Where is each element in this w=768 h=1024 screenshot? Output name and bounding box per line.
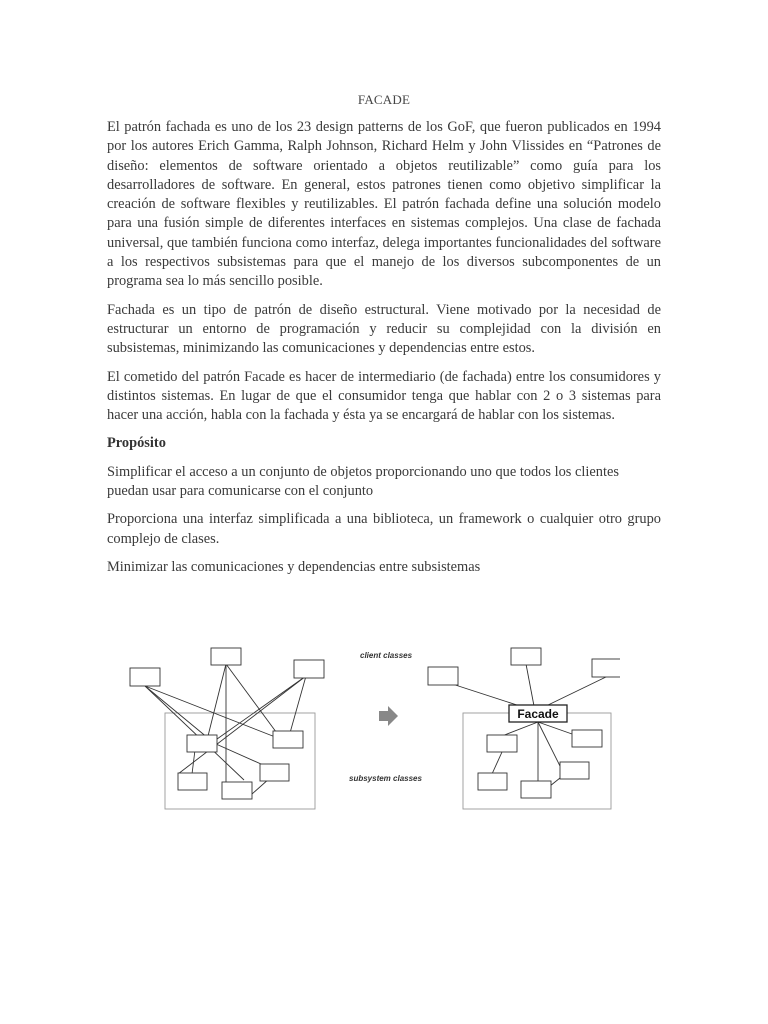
client-class-box <box>428 667 458 685</box>
facade-diagram-svg <box>120 636 620 836</box>
subsystem-class-box <box>260 764 289 781</box>
intro-paragraph: El patrón fachada es uno de los 23 design patterns de los GoF, que fueron publicados en 1994 por los autores Erich Gamma, Ralph Johnson, Richard Helm y John Vlissides en “Patrones de diseño: elementos de software orientado a objetos reutilizable” como guía para los desarrolladores de software. En general, estos patrones tienen como objetivo simplificar la creación de software flexibles y reutilizables. El patrón fachada define una solución modelo para una fusión simple de diferentes interfaces en sistemas complejos. Una clase de fachada universal, que también funciona como interfaz, delega importantes funcionalidades del software a los respectivos subsistemas para que el manejo de los diversos subcomponentes de un programa sea lo más sencillo posible. <box>107 119 661 290</box>
subsystem-class-box <box>572 730 602 747</box>
diagram-before <box>130 648 324 809</box>
link-line <box>502 722 538 736</box>
purpose-heading: Propósito <box>107 435 166 452</box>
client-class-box <box>592 659 620 677</box>
subsystem-classes-label: subsystem classes <box>349 774 422 783</box>
link-line <box>546 676 608 706</box>
client-class-box <box>511 648 541 665</box>
link-line <box>192 750 195 774</box>
client-classes-label: client classes <box>360 651 413 660</box>
link-line <box>526 664 534 706</box>
subsystem-class-box <box>478 773 507 790</box>
facade-diagram <box>120 636 620 836</box>
link-line <box>145 686 244 780</box>
subsystem-class-box <box>560 762 589 779</box>
link-line <box>206 664 226 744</box>
link-line <box>145 686 214 743</box>
link-line <box>492 752 502 774</box>
subsystem-class-box <box>178 773 207 790</box>
link-line <box>178 676 306 774</box>
diagram-after <box>428 648 620 809</box>
purpose-intro-paragraph: El cometido del patrón Facade es hacer de intermediario (de fachada) entre los consumidores y distintos sistemas. En lugar de que el consumidor tenga que hablar con 2 o 3 sistemas para hacer una acción, habla con la fachada y ésta ya se encargará de hablar con los sistemas. <box>107 368 661 424</box>
client-class-box <box>211 648 241 665</box>
subsystem-class-box <box>222 782 252 799</box>
document-title: FACADE <box>357 92 411 107</box>
purpose-paragraph-3: Minimizar las comunicaciones y dependencias entre subsistemas <box>107 558 481 575</box>
document-page <box>107 92 661 586</box>
right-arrow-icon <box>379 706 398 726</box>
link-line <box>288 676 306 740</box>
purpose-paragraph-1: Simplificar el acceso a un conjunto de objetos proporcionando uno que todos los clientes puedan usar para comunicarse con el conjunto <box>107 463 619 500</box>
link-line <box>145 686 288 742</box>
subsystem-class-box <box>521 781 551 798</box>
client-class-box <box>130 668 160 686</box>
purpose-paragraph-2: Proporciona una interfaz simplificada a una biblioteca, un framework o cualquier otro grupo complejo de clases. <box>107 511 661 547</box>
subsystem-class-box <box>273 731 303 748</box>
subsystem-class-box <box>487 735 517 752</box>
definition-paragraph: Fachada es un tipo de patrón de diseño estructural. Viene motivado por la necesidad de estructurar un entorno de programación y reducir su complejidad con la división en subsistemas, minimizando las comunicaciones y dependencias entre estos. <box>107 301 661 357</box>
subsystem-class-box <box>187 735 217 752</box>
facade-label: Facade <box>517 707 559 721</box>
client-class-box <box>294 660 324 678</box>
